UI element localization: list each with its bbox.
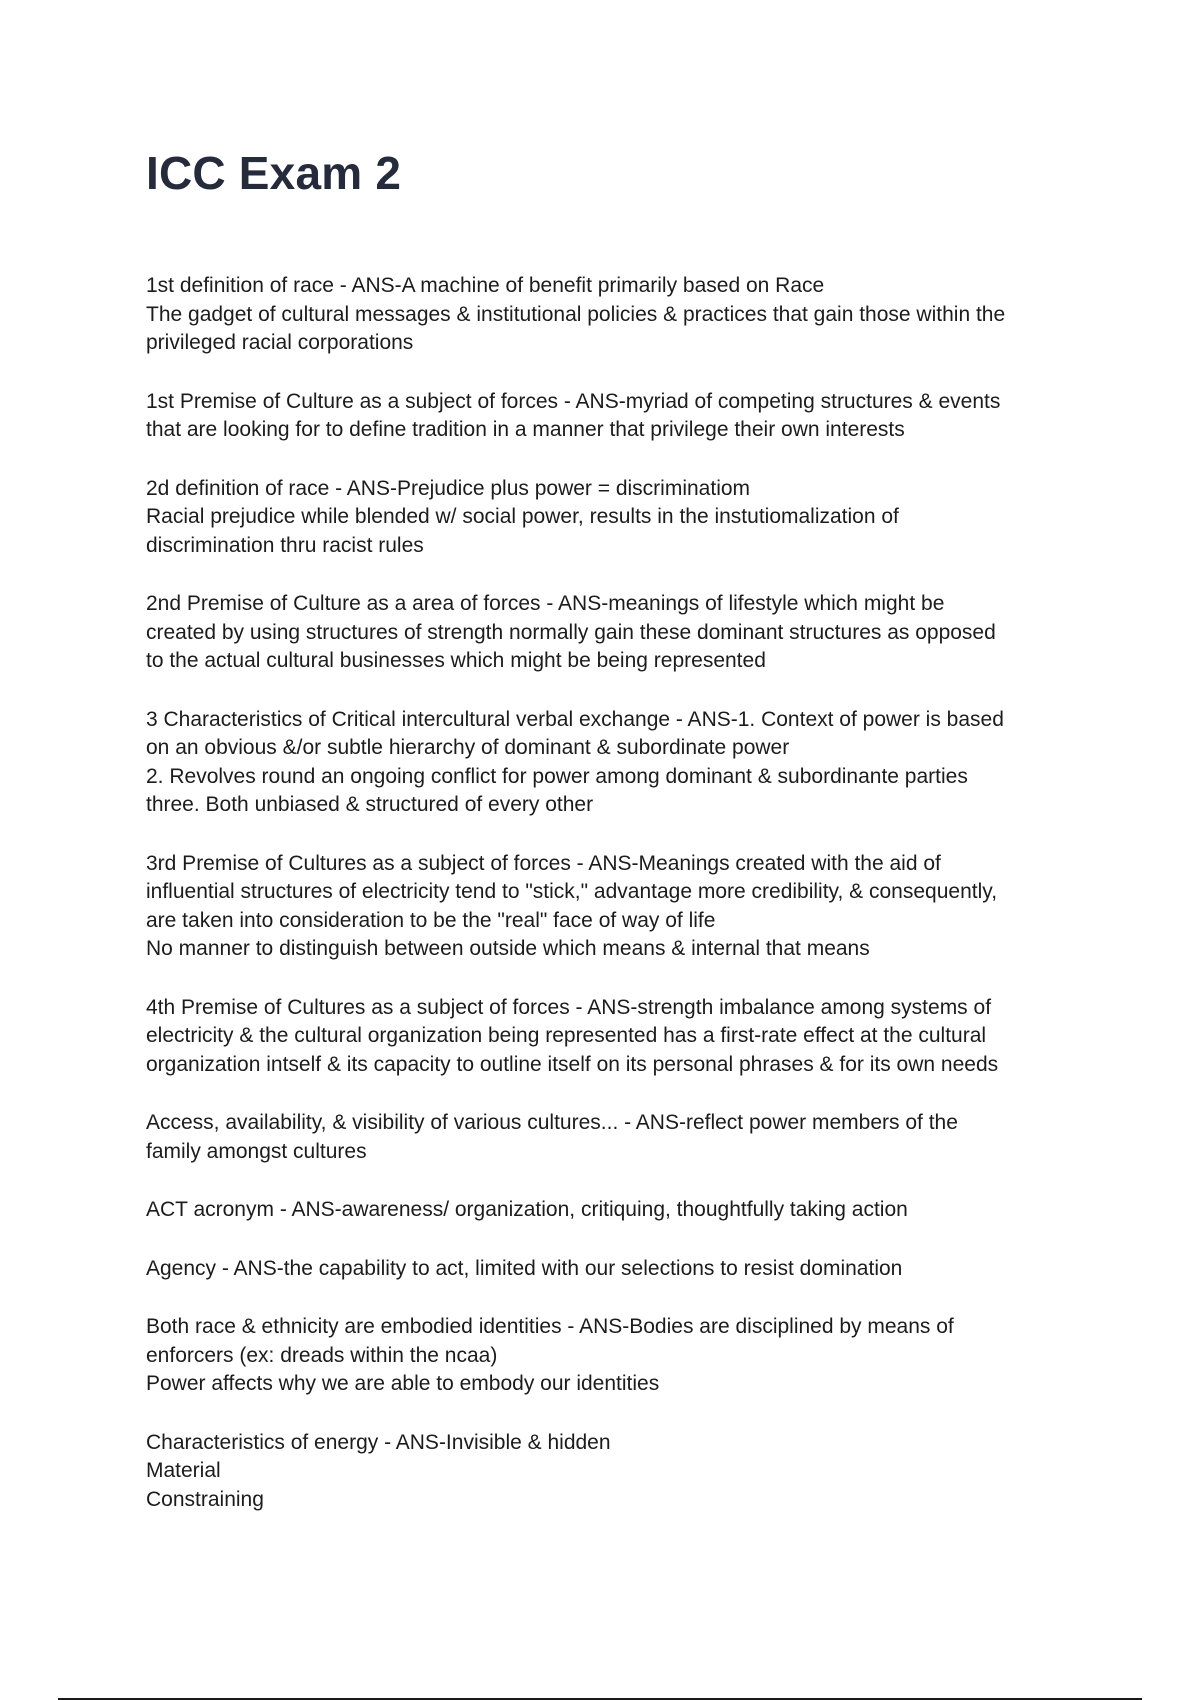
entry-line: enforcers (ex: dreads within the ncaa) [146,1343,498,1367]
entry-line: Both race & ethnicity are embodied identities - ANS-Bodies are disciplined by means of [146,1315,954,1338]
entry-race-definition-1 [146,272,1066,358]
entry-line: 1st definition of race - ANS-A machine of benefit primarily based on Race [146,274,825,297]
entry-culture-premise-3 [146,850,1066,964]
entry-line: 1st Premise of Culture as a subject of forces - ANS-myriad of competing structures & events [146,389,1001,413]
entry-line: 4th Premise of Cultures as a subject of forces - ANS-strength imbalance among systems of [146,995,992,1019]
entry-culture-premise-4 [146,994,1066,1080]
entry-characteristics-of-energy [146,1429,1066,1515]
entry-line: influential structures of electricity tend to "stick," advantage more credibility, & consequently, [146,880,998,903]
entry-line: Racial prejudice while blended w/ social power, results in the instutiomalization of [146,505,899,528]
entry-line: electricity & the cultural organization being represented has a first-rate effect at the cultural [146,1024,987,1047]
entry-line: Material [146,1459,221,1482]
entry-line: Constraining [146,1487,264,1511]
entry-act-acronym [146,1196,1066,1225]
entry-line: organization intself & its capacity to outline itself on its personal phrases & for its own needs [146,1052,999,1076]
entry-line: are taken into consideration to be the "real" face of way of life [146,908,716,932]
entry-line: ACT acronym - ANS-awareness/ organization, critiquing, thoughtfully taking action [146,1198,908,1221]
entry-agency [146,1255,1066,1284]
entry-list [146,272,1066,1544]
page-title: ICC Exam 2 [146,147,402,199]
entry-line: No manner to distinguish between outside which means & internal that means [146,937,870,960]
entry-access-availability [146,1109,1066,1166]
entry-line: on an obvious &/or subtle hierarchy of dominant & subordinate power [146,736,790,759]
entry-embodied-identities [146,1313,1066,1399]
entry-culture-premise-1 [146,388,1066,445]
entry-line: Power affects why we are able to embody our identities [146,1372,660,1395]
entry-line: 2d definition of race - ANS-Prejudice plus power = discriminatiom [146,476,751,500]
entry-line: Access, availability, & visibility of various cultures... - ANS-reflect power members of the [146,1111,958,1134]
entry-line: discrimination thru racist rules [146,533,424,557]
entry-line: three. Both unbiased & structured of every other [146,793,594,816]
entry-line: to the actual cultural businesses which might be being represented [146,649,766,672]
entry-line: privileged racial corporations [146,331,414,354]
entry-critical-communication [146,706,1066,820]
entry-line: that are looking for to define tradition in a manner that privilege their own interests [146,418,905,441]
entry-culture-premise-2 [146,590,1066,676]
entry-race-definition-2 [146,475,1066,561]
entry-line: Agency - ANS-the capability to act, limited with our selections to resist domination [146,1256,903,1280]
entry-line: Characteristics of energy - ANS-Invisible & hidden [146,1430,611,1454]
entry-line: family amongst cultures [146,1139,367,1163]
entry-line: 2nd Premise of Culture as a area of forces - ANS-meanings of lifestyle which might be [146,592,945,615]
entry-line: 3 Characteristics of Critical intercultural verbal exchange - ANS-1. Context of power is based [146,707,1004,731]
entry-line: The gadget of cultural messages & institutional policies & practices that gain those within the [146,302,1006,326]
entry-line: 3rd Premise of Cultures as a subject of forces - ANS-Meanings created with the aid of [146,851,941,875]
entry-line: created by using structures of strength normally gain these dominant structures as opposed [146,620,996,644]
entry-line: 2. Revolves round an ongoing conflict for power among dominant & subordinante parties [146,764,968,788]
